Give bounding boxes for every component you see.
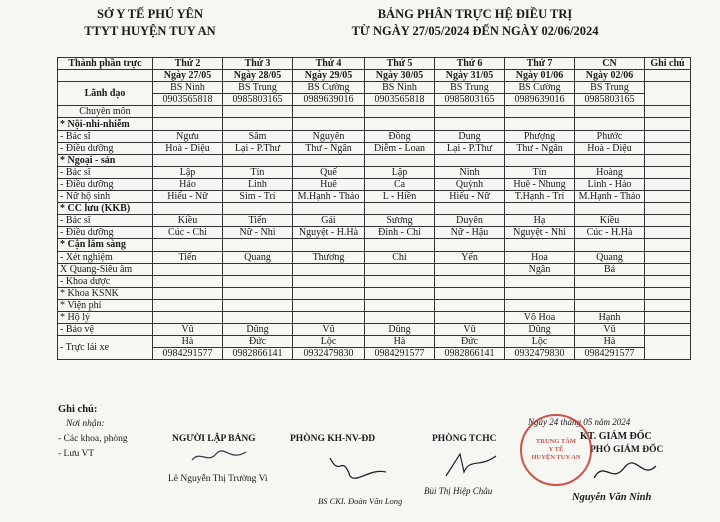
table-row <box>58 154 691 166</box>
schedule-cell <box>435 275 505 287</box>
schedule-cell: Hoàng <box>575 166 645 178</box>
schedule-cell: Vũ <box>293 324 365 336</box>
schedule-cell: Ngân <box>505 263 575 275</box>
table-row <box>58 130 691 142</box>
driver-name: Hà <box>365 336 435 348</box>
notes-cell <box>645 118 691 130</box>
schedule-cell <box>293 106 365 118</box>
schedule-cell <box>293 263 365 275</box>
day-header: CN <box>575 58 645 70</box>
table-row <box>58 251 691 263</box>
leader-label: Lãnh đạo <box>58 82 153 106</box>
schedule-cell <box>575 154 645 166</box>
table-row <box>58 118 691 130</box>
schedule-cell: Cúc - H.Hà <box>575 227 645 239</box>
schedule-cell: Phượng <box>505 130 575 142</box>
schedule-cell <box>505 154 575 166</box>
notes-cell <box>645 178 691 190</box>
schedule-cell <box>153 299 223 311</box>
schedule-cell: Hoà - Diệu <box>153 142 223 154</box>
schedule-cell <box>365 287 435 299</box>
table-row <box>58 178 691 190</box>
row-label: * Ngoại - sản <box>58 154 153 166</box>
schedule-cell <box>153 263 223 275</box>
schedule-cell: Hiếu - Nữ <box>153 191 223 203</box>
schedule-cell <box>223 118 293 130</box>
schedule-cell: Quế <box>293 166 365 178</box>
official-stamp <box>520 414 592 486</box>
date-header: Ngày 29/05 <box>293 70 365 82</box>
schedule-cell: Đinh - Chi <box>365 227 435 239</box>
row-label: - Xét nghiệm <box>58 251 153 263</box>
schedule-cell <box>223 287 293 299</box>
schedule-cell <box>223 275 293 287</box>
driver-name: Hà <box>575 336 645 348</box>
schedule-cell <box>223 263 293 275</box>
notes-cell <box>645 251 691 263</box>
row-label: * Hộ lý <box>58 311 153 323</box>
schedule-cell: Ngưu <box>153 130 223 142</box>
date-header: Ngày 30/05 <box>365 70 435 82</box>
schedule-cell <box>575 299 645 311</box>
admin-name: Bùi Thị Hiệp Châu <box>424 486 493 496</box>
schedule-cell <box>223 299 293 311</box>
schedule-cell <box>575 118 645 130</box>
row-label: * CC lưu (KKB) <box>58 203 153 215</box>
date-header: Ngày 28/05 <box>223 70 293 82</box>
row-label: - Điều dưỡng <box>58 227 153 239</box>
leader-phone: 0903565818 <box>153 94 223 106</box>
schedule-cell: Thư - Ngân <box>293 142 365 154</box>
driver-name: Lộc <box>505 336 575 348</box>
row-label: Chuyên môn <box>58 106 153 118</box>
schedule-cell <box>153 203 223 215</box>
notes-cell <box>645 324 691 336</box>
schedule-cell <box>223 311 293 323</box>
schedule-cell <box>293 239 365 251</box>
driver-row-names <box>58 336 691 348</box>
notes-cell <box>645 311 691 323</box>
notes-header: Ghi chú <box>645 58 691 70</box>
row-label: - Khoa dược <box>58 275 153 287</box>
leader-name: BS Cường <box>505 82 575 94</box>
schedule-cell <box>223 203 293 215</box>
schedule-cell <box>365 203 435 215</box>
schedule-cell <box>365 275 435 287</box>
director-title: KT. GIÁM ĐỐC <box>580 431 652 442</box>
leader-name: BS Ninh <box>365 82 435 94</box>
schedule-cell: L - Hiền <box>365 191 435 203</box>
admin-signature <box>440 448 500 482</box>
schedule-cell <box>365 311 435 323</box>
notes-cell <box>645 203 691 215</box>
table-row <box>58 287 691 299</box>
schedule-cell: Quang <box>223 251 293 263</box>
schedule-cell <box>435 118 505 130</box>
recipients-label: Nơi nhận: <box>66 419 105 429</box>
row-label: * Viện phí <box>58 299 153 311</box>
schedule-cell: Dũng <box>365 324 435 336</box>
schedule-cell <box>293 275 365 287</box>
row-label: - Nữ hộ sinh <box>58 191 153 203</box>
date-header: Ngày 31/05 <box>435 70 505 82</box>
driver-name: Hà <box>153 336 223 348</box>
schedule-cell: Hoà - Diệu <box>575 142 645 154</box>
schedule-cell <box>575 203 645 215</box>
schedule-cell: Tiến <box>153 251 223 263</box>
schedule-cell <box>575 106 645 118</box>
date-header: Ngày 27/05 <box>153 70 223 82</box>
title-line-1: BẢNG PHÂN TRỰC HỆ ĐIỀU TRỊ <box>377 7 573 21</box>
planning-signature <box>320 448 390 488</box>
planning-dept-title: PHÒNG KH-NV-ĐD <box>290 434 376 444</box>
schedule-cell <box>365 263 435 275</box>
driver-phone: 0984291577 <box>575 348 645 360</box>
leader-row-names <box>58 82 691 94</box>
leader-name: BS Trung <box>575 82 645 94</box>
schedule-cell <box>293 287 365 299</box>
row-label: - Bác sĩ <box>58 215 153 227</box>
schedule-cell: Huê <box>293 178 365 190</box>
schedule-cell: Vũ <box>153 324 223 336</box>
driver-phone: 0984291577 <box>365 348 435 360</box>
schedule-cell: Ninh <box>435 166 505 178</box>
organization-header <box>60 6 240 40</box>
driver-phone: 0984291577 <box>153 348 223 360</box>
schedule-cell: Kiều <box>575 215 645 227</box>
leader-phone: 0989639016 <box>293 94 365 106</box>
schedule-cell: Đồng <box>365 130 435 142</box>
notes-title: Ghi chú: <box>58 404 98 415</box>
row-label: * Khoa KSNK <box>58 287 153 299</box>
driver-name: Đức <box>435 336 505 348</box>
leader-phone: 0985803165 <box>575 94 645 106</box>
stamp-line: TRUNG TÂM <box>535 438 577 445</box>
row-label: X Quang-Siêu âm <box>58 263 153 275</box>
schedule-cell <box>505 287 575 299</box>
leader-phone: 0903565818 <box>365 94 435 106</box>
schedule-cell: Lại - P.Thư <box>435 142 505 154</box>
schedule-cell: Thương <box>293 251 365 263</box>
schedule-cell: Quỳnh <box>435 178 505 190</box>
schedule-cell <box>435 106 505 118</box>
driver-row-phones <box>58 348 691 360</box>
schedule-cell: Võ Hoa <box>505 311 575 323</box>
leader-phone: 0985803165 <box>223 94 293 106</box>
schedule-cell: Hảo <box>153 178 223 190</box>
schedule-cell: Lập <box>153 166 223 178</box>
schedule-cell <box>153 311 223 323</box>
table-row <box>58 215 691 227</box>
schedule-cell: Dũng <box>505 324 575 336</box>
day-header: Thứ 6 <box>435 58 505 70</box>
leader-phone: 0985803165 <box>435 94 505 106</box>
schedule-cell: Lại - P.Thư <box>223 142 293 154</box>
notes-cell <box>645 130 691 142</box>
admin-dept-title: PHÒNG TCHC <box>432 434 497 444</box>
table-row <box>58 311 691 323</box>
schedule-cell <box>223 106 293 118</box>
day-header: Thứ 3 <box>223 58 293 70</box>
schedule-cell <box>505 275 575 287</box>
schedule-cell: Chi <box>365 251 435 263</box>
schedule-cell <box>435 263 505 275</box>
driver-name: Lộc <box>293 336 365 348</box>
schedule-cell <box>153 287 223 299</box>
schedule-cell: Hoa <box>505 251 575 263</box>
schedule-cell <box>223 154 293 166</box>
notes-cell <box>645 263 691 275</box>
table-row <box>58 227 691 239</box>
schedule-cell <box>293 299 365 311</box>
schedule-cell: M.Hạnh - Thảo <box>575 191 645 203</box>
table-row <box>58 324 691 336</box>
row-label: * Nội-nhi-nhiễm <box>58 118 153 130</box>
row-label: - Bác sĩ <box>58 130 153 142</box>
leader-name: BS Ninh <box>153 82 223 94</box>
day-header: Thứ 4 <box>293 58 365 70</box>
schedule-cell: Bá <box>575 263 645 275</box>
table-row <box>58 299 691 311</box>
schedule-cell: T.Hạnh - Trí <box>505 191 575 203</box>
schedule-cell <box>505 106 575 118</box>
leader-name: BS Trung <box>435 82 505 94</box>
schedule-cell <box>223 239 293 251</box>
planning-name: BS CKI. Đoàn Văn Long <box>318 496 403 506</box>
col-header: Thành phần trực <box>58 58 153 70</box>
schedule-cell: M.Hạnh - Thảo <box>293 191 365 203</box>
schedule-cell: Dung <box>435 130 505 142</box>
stamp-line: Y TẾ <box>548 446 564 453</box>
recipient-2: - Lưu VT <box>58 449 95 459</box>
director-signature <box>590 458 660 488</box>
day-header: Thứ 2 <box>153 58 223 70</box>
schedule-cell <box>505 299 575 311</box>
leader-name: BS Trung <box>223 82 293 94</box>
schedule-cell: Vũ <box>575 324 645 336</box>
notes-cell <box>645 154 691 166</box>
schedule-cell: Tín <box>505 166 575 178</box>
table-row <box>58 239 691 251</box>
date-header: Ngày 02/06 <box>575 70 645 82</box>
schedule-cell <box>153 106 223 118</box>
leader-name: BS Cường <box>293 82 365 94</box>
schedule-cell <box>435 154 505 166</box>
schedule-cell: Sâm <box>223 130 293 142</box>
driver-phone: 0932479830 <box>293 348 365 360</box>
driver-label: - Trực lái xe <box>58 336 153 360</box>
schedule-cell: Nguyên <box>293 130 365 142</box>
schedule-cell <box>575 275 645 287</box>
notes-cell <box>645 191 691 203</box>
stamp-line: HUYỆN TUY AN <box>531 454 581 461</box>
schedule-cell: Nguyệt - Nhi <box>505 227 575 239</box>
notes-cell <box>645 239 691 251</box>
notes-cell <box>645 299 691 311</box>
table-row <box>58 203 691 215</box>
schedule-cell: Vũ <box>435 324 505 336</box>
director-subtitle: PHÓ GIÁM ĐỐC <box>590 445 664 455</box>
table-row <box>58 275 691 287</box>
schedule-cell <box>435 287 505 299</box>
schedule-cell: Linh - Hảo <box>575 178 645 190</box>
notes-cell <box>645 142 691 154</box>
schedule-cell <box>293 311 365 323</box>
schedule-cell <box>435 311 505 323</box>
maker-signature <box>190 446 250 468</box>
leader-phone: 0989639016 <box>505 94 575 106</box>
schedule-cell: Hiếu - Nữ <box>435 191 505 203</box>
notes-cell <box>645 227 691 239</box>
schedule-cell <box>365 299 435 311</box>
schedule-cell: Nữ - Nhi <box>223 227 293 239</box>
schedule-cell: Tiến <box>223 215 293 227</box>
schedule-cell: Diễm - Loan <box>365 142 435 154</box>
schedule-cell: Gái <box>293 215 365 227</box>
schedule-cell <box>365 106 435 118</box>
schedule-cell: Duyên <box>435 215 505 227</box>
schedule-cell: Sim - Trí <box>223 191 293 203</box>
director-name: Nguyễn Văn Ninh <box>572 492 652 503</box>
notes-cell <box>645 106 691 118</box>
notes-cell <box>645 215 691 227</box>
driver-phone: 0982866141 <box>435 348 505 360</box>
day-header: Thứ 7 <box>505 58 575 70</box>
leader-row-phones <box>58 94 691 106</box>
schedule-cell <box>505 239 575 251</box>
notes-cell <box>645 166 691 178</box>
table-row <box>58 142 691 154</box>
schedule-cell <box>365 239 435 251</box>
row-label: - Điều dưỡng <box>58 142 153 154</box>
table-row <box>58 166 691 178</box>
date-header: Ngày 01/06 <box>505 70 575 82</box>
schedule-cell: Hạ <box>505 215 575 227</box>
header-row-dates <box>58 70 691 82</box>
table-row <box>58 191 691 203</box>
schedule-cell: Huê - Nhung <box>505 178 575 190</box>
notes-cell <box>645 275 691 287</box>
schedule-cell <box>435 203 505 215</box>
recipient-1: - Các khoa, phòng <box>58 434 128 444</box>
org-line-2: TTYT HUYỆN TUY AN <box>84 24 216 38</box>
schedule-cell: Sương <box>365 215 435 227</box>
schedule-cell: Ca <box>365 178 435 190</box>
schedule-cell: Linh <box>223 178 293 190</box>
schedule-cell: Dũng <box>223 324 293 336</box>
schedule-cell <box>153 239 223 251</box>
row-label: - Bảo vệ <box>58 324 153 336</box>
schedule-cell <box>293 203 365 215</box>
maker-title: NGƯỜI LẬP BẢNG <box>172 434 256 444</box>
schedule-cell <box>575 287 645 299</box>
row-label: - Điều dưỡng <box>58 178 153 190</box>
header-row-days <box>58 58 691 70</box>
schedule-cell <box>435 239 505 251</box>
schedule-cell: Kiều <box>153 215 223 227</box>
schedule-cell: Quang <box>575 251 645 263</box>
row-label: - Bác sĩ <box>58 166 153 178</box>
schedule-cell: Thư - Ngân <box>505 142 575 154</box>
driver-phone: 0932479830 <box>505 348 575 360</box>
day-header: Thứ 5 <box>365 58 435 70</box>
notes-cell <box>645 287 691 299</box>
schedule-cell <box>505 203 575 215</box>
driver-phone: 0982866141 <box>223 348 293 360</box>
schedule-cell <box>293 118 365 130</box>
schedule-cell: Nữ - Hậu <box>435 227 505 239</box>
schedule-cell <box>293 154 365 166</box>
schedule-cell <box>435 299 505 311</box>
title-line-2: TỪ NGÀY 27/05/2024 ĐẾN NGÀY 02/06/2024 <box>351 24 599 38</box>
document-title <box>300 6 650 40</box>
org-line-1: SỞ Y TẾ PHÚ YÊN <box>96 7 204 21</box>
schedule-cell <box>153 275 223 287</box>
schedule-cell: Phước <box>575 130 645 142</box>
schedule-cell <box>365 154 435 166</box>
schedule-cell: Nguyệt - H.Hà <box>293 227 365 239</box>
schedule-cell <box>575 239 645 251</box>
schedule-cell: Tín <box>223 166 293 178</box>
signing-date: Ngày 24 tháng 05 năm 2024 <box>528 417 631 427</box>
table-row <box>58 106 691 118</box>
schedule-cell: Cúc - Chi <box>153 227 223 239</box>
row-label: * Cận lâm sàng <box>58 239 153 251</box>
schedule-cell: Yến <box>435 251 505 263</box>
schedule-cell <box>365 118 435 130</box>
table-row <box>58 263 691 275</box>
schedule-cell: Lập <box>365 166 435 178</box>
schedule-cell <box>153 154 223 166</box>
schedule-cell <box>505 118 575 130</box>
driver-name: Đức <box>223 336 293 348</box>
schedule-cell <box>153 118 223 130</box>
maker-name: Lê Nguyễn Thị Trường Vi <box>168 474 268 484</box>
schedule-table <box>57 57 691 360</box>
schedule-cell: Hạnh <box>575 311 645 323</box>
